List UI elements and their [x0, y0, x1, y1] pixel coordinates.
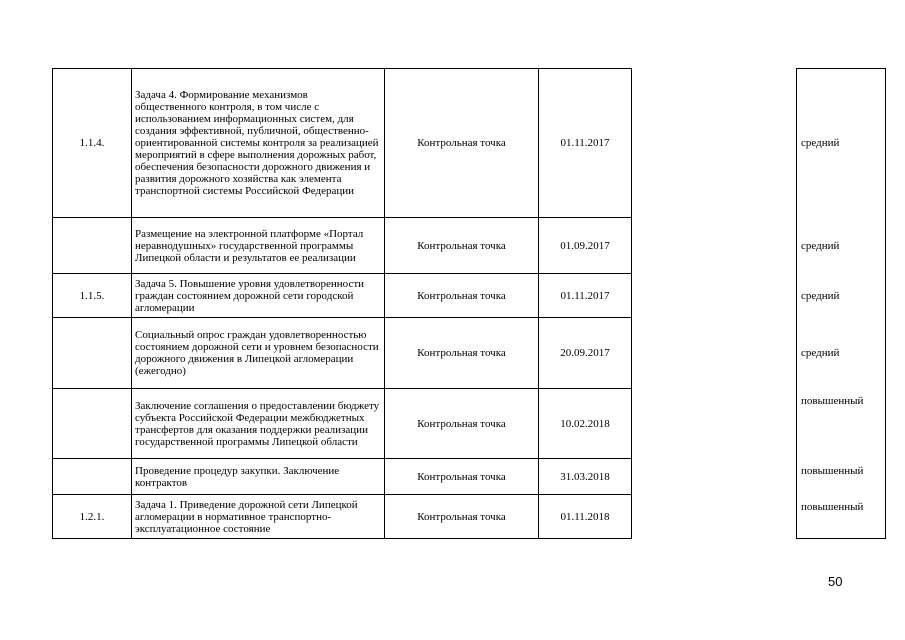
- table-row: [53, 495, 632, 539]
- table-row: [53, 318, 632, 389]
- control-points-table: [52, 68, 632, 539]
- row-type: Контрольная точка: [385, 318, 539, 389]
- table-row: [53, 274, 632, 318]
- row-description: Задача 1. Приведение дорожной сети Липецкой агломерации в нормативное транспортно-эксплуатационное состояние: [132, 495, 385, 539]
- row-number: [53, 459, 132, 495]
- risk-level-column: [796, 68, 886, 539]
- row-number: [53, 218, 132, 274]
- row-type: Контрольная точка: [385, 69, 539, 218]
- risk-level: средний: [797, 218, 886, 274]
- row-number: 1.1.5.: [53, 274, 132, 318]
- row-description: Заключение соглашения о предоставлении бюджету субъекта Российской Федерации межбюджетных трансфертов для оказания поддержки реализации государственной программы Липецкой области: [132, 389, 385, 459]
- row-number: [53, 318, 132, 389]
- page-number: 50: [828, 574, 843, 589]
- risk-level: повышенный: [797, 389, 886, 459]
- risk-level: средний: [797, 69, 886, 218]
- risk-level: повышенный: [797, 495, 886, 539]
- row-type: Контрольная точка: [385, 218, 539, 274]
- row-type: Контрольная точка: [385, 495, 539, 539]
- row-description: Социальный опрос граждан удовлетворенностью состоянием дорожной сети и уровнем безопасности дорожного движения в Липецкой агломерации (ежегодно): [132, 318, 385, 389]
- risk-level: средний: [797, 274, 886, 318]
- row-date: 01.09.2017: [539, 218, 632, 274]
- row-description: Задача 4. Формирование механизмов общественного контроля, в том числе с использованием информационных систем, для создания эффективной, публичной, общественно-ориентированной системы контроля за реализацией мероприятий в сфере выполнения дорожных работ, обеспечения безопасности дорожного движения и развития дорожного хозяйства как элемента транспортной системы Российской Федерации: [132, 69, 385, 218]
- row-type: Контрольная точка: [385, 274, 539, 318]
- row-type: Контрольная точка: [385, 459, 539, 495]
- risk-level: средний: [797, 318, 886, 389]
- row-number: 1.2.1.: [53, 495, 132, 539]
- table-row: [53, 69, 632, 218]
- table-row: [53, 218, 632, 274]
- table-row: [53, 389, 632, 459]
- row-date: 01.11.2017: [539, 274, 632, 318]
- row-description: Задача 5. Повышение уровня удовлетворенности граждан состоянием дорожной сети городской агломерации: [132, 274, 385, 318]
- row-type: Контрольная точка: [385, 389, 539, 459]
- row-number: 1.1.4.: [53, 69, 132, 218]
- table-row: [53, 459, 632, 495]
- row-date: 01.11.2017: [539, 69, 632, 218]
- risk-level: повышенный: [797, 459, 886, 495]
- row-description: Проведение процедур закупки. Заключение контрактов: [132, 459, 385, 495]
- row-number: [53, 389, 132, 459]
- row-date: 10.02.2018: [539, 389, 632, 459]
- row-date: 01.11.2018: [539, 495, 632, 539]
- row-date: 20.09.2017: [539, 318, 632, 389]
- row-description: Размещение на электронной платформе «Портал неравнодушных» государственной программы Липецкой области и результатов ее реализации: [132, 218, 385, 274]
- row-date: 31.03.2018: [539, 459, 632, 495]
